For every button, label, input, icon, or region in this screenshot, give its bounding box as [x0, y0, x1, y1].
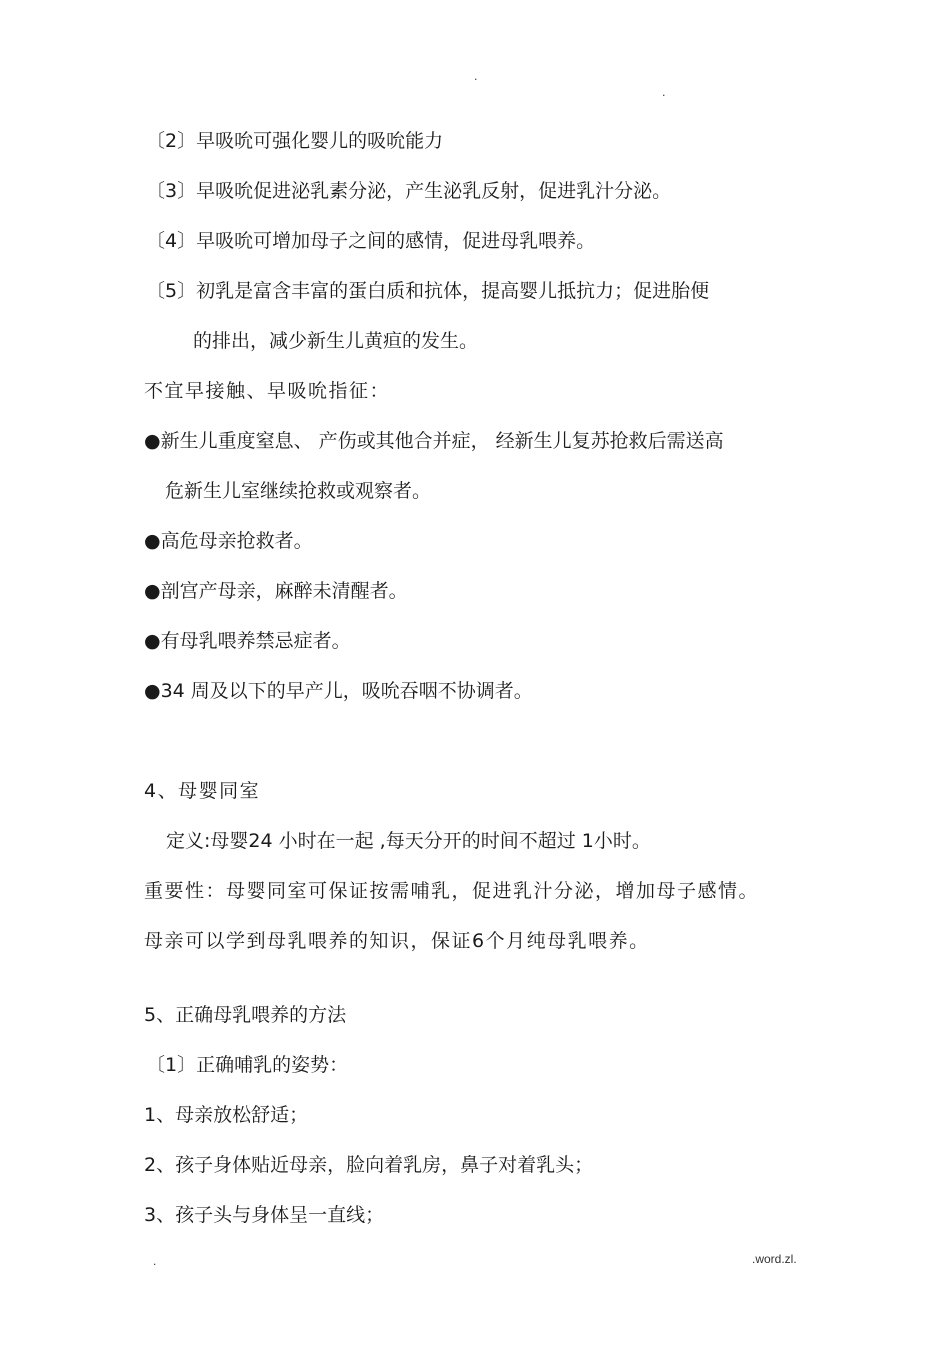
header-dot-right: .: [662, 86, 666, 99]
header-dot-left: .: [474, 70, 478, 83]
bullet-item-2: ●高危母亲抢救者。: [144, 530, 313, 552]
bullet-item-1-cont: 危新生儿室继续抢救或观察者。: [165, 480, 432, 502]
importance-line: 重要性：母婴同室可保证按需哺乳，促进乳汁分泌，增加母子感情。: [144, 880, 760, 902]
section-heading-rooming-in: 4、母婴同室: [144, 780, 261, 802]
definition-line: 定义:母婴24 小时在一起 ,每天分开的时间不超过 1小时。: [166, 830, 651, 852]
list-item-3: 3、孩子头与身体呈一直线；: [144, 1204, 385, 1226]
text-line-item-4: 〔4〕早吸吮可增加母子之间的感情，促进母乳喂养。: [146, 230, 596, 252]
text-line-item-5-cont: 的排出，减少新生儿黄疸的发生。: [193, 330, 479, 352]
bullet-item-4: ●有母乳喂养禁忌症者。: [144, 630, 351, 652]
footer-right-text: .word.zl.: [752, 1252, 797, 1266]
text-line-item-2: 〔2〕早吸吮可强化婴儿的吸吮能力: [146, 130, 444, 152]
importance-line-cont: 母亲可以学到母乳喂养的知识，保证6个月纯母乳喂养。: [144, 930, 650, 952]
footer-left-dot: .: [153, 1254, 157, 1268]
section-heading-breastfeeding-method: 5、正确母乳喂养的方法: [144, 1004, 347, 1026]
bullet-item-1: ●新生儿重度窒息、 产伤或其他合并症， 经新生儿复苏抢救后需送高: [144, 430, 724, 452]
subheading-posture: 〔1〕正确哺乳的姿势：: [146, 1054, 349, 1076]
section-heading-contraindications: 不宜早接触、早吸吮指征：: [144, 380, 391, 402]
text-line-item-3: 〔3〕早吸吮促进泌乳素分泌，产生泌乳反射，促进乳汁分泌。: [146, 180, 672, 202]
bullet-item-3: ●剖宫产母亲，麻醉未清醒者。: [144, 580, 408, 602]
text-line-item-5: 〔5〕初乳是富含丰富的蛋白质和抗体，提高婴儿抵抗力；促进胎便: [146, 280, 710, 302]
bullet-item-5: ●34 周及以下的早产儿，吸吮吞咽不协调者。: [144, 680, 533, 702]
list-item-1: 1、母亲放松舒适；: [144, 1104, 309, 1126]
list-item-2: 2、孩子身体贴近母亲，脸向着乳房，鼻子对着乳头；: [144, 1154, 594, 1176]
